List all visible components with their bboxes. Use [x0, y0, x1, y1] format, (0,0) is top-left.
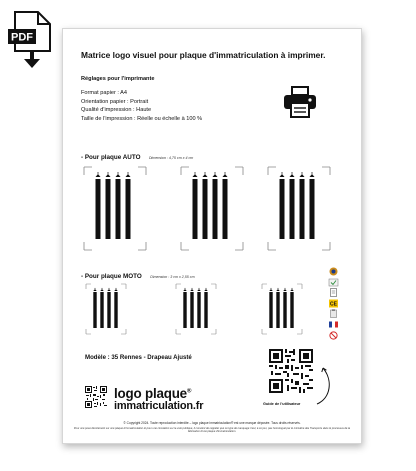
document-title: Matrice logo visuel pour plaque d'immatriculation à imprimer.: [81, 50, 326, 60]
printer-settings-list: [81, 89, 202, 124]
auto-logo-1: [84, 167, 146, 250]
ce-mark-icon: [328, 299, 339, 308]
compliance-badges: [325, 267, 341, 341]
setting-print-size: Taille de l'impression : Réelle ou échelle à 100 %: [81, 116, 203, 123]
section-auto-title: - Pour plaque AUTO: [81, 154, 141, 161]
copyright-notice: © Copyright 2024. Toute reproduction interdite – logo plaque immatriculation® est une marque déposée. Tous droits réservés.: [123, 421, 301, 425]
moto-logo-2: [176, 284, 216, 334]
moto-logo-3: [262, 284, 302, 334]
brand-line1: logo plaque: [114, 386, 187, 401]
section-moto-title: - Pour plaque MOTO: [81, 273, 142, 280]
setting-quality: Qualité d'impression : Haute: [81, 107, 152, 114]
dept-emblem-icon: [328, 267, 339, 276]
brand-name: [114, 386, 191, 401]
document-icon: [328, 288, 339, 297]
quality-check-icon: [328, 278, 339, 287]
section-moto: [81, 265, 195, 283]
brand-domain: immatriculation.fr: [114, 400, 204, 412]
guide-qr-code[interactable]: [269, 349, 313, 393]
section-moto-dimension: Dimension : 3 cm x 2,55 cm: [150, 275, 195, 279]
auto-logo-3: [268, 167, 330, 250]
clipboard-icon: [328, 309, 339, 318]
printable-document: [62, 28, 362, 444]
guide-label: Guide de l'utilisateur: [263, 402, 301, 406]
printer-icon: [283, 86, 317, 118]
setting-orientation: Orientation papier : Portrait: [81, 98, 149, 105]
prohibited-icon: [328, 331, 339, 340]
guide-arrow-icon: [313, 364, 339, 406]
section-auto: [81, 146, 193, 164]
auto-logo-2: [181, 167, 243, 250]
model-name: Modèle : 35 Rennes - Drapeau Ajusté: [85, 354, 192, 361]
brand-qr-code[interactable]: [85, 386, 107, 408]
french-flag-icon: [328, 320, 339, 329]
svg-text:CE: CE: [329, 301, 337, 308]
legal-notice: Pour une pose directement sur une plaque d'immatriculation et pour une circulation sur la voie publique, il convient de rappeler que ce type de marquage n'est, à ce jour, pas homologué par le ministère des Transports dans le processus de la fabrication d'une plaque d'immatriculation.: [73, 427, 351, 434]
setting-paper-format: Format papier : A4: [81, 90, 128, 96]
pdf-file-icon[interactable]: [8, 11, 52, 69]
section-auto-dimension: Dimension : 4,75 cm x 4 cm: [148, 156, 194, 160]
pdf-label: PDF: [11, 31, 33, 44]
registered-mark: ®: [186, 388, 192, 395]
moto-logo-1: [86, 284, 126, 334]
settings-heading: Réglages pour l'imprimante: [81, 76, 155, 82]
